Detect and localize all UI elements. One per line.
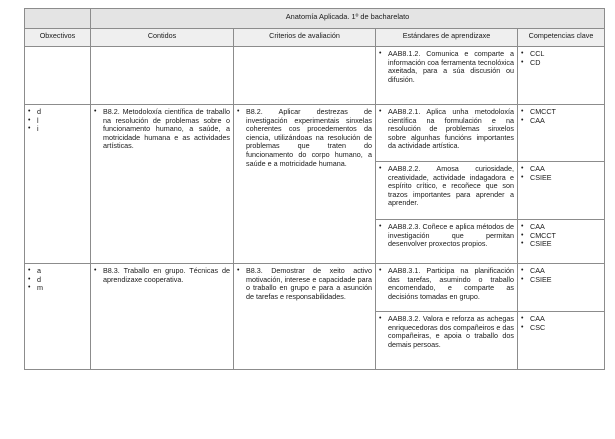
competencias-cell bbox=[518, 220, 605, 264]
competencia-item: • CSC bbox=[521, 324, 601, 333]
header-contidos: Contidos bbox=[91, 29, 234, 47]
obxectivo-item: • i bbox=[28, 125, 87, 134]
competencia-item: • CSIEE bbox=[521, 240, 601, 249]
header-competencias: Competencias clave bbox=[518, 29, 605, 47]
obxectivos-cell bbox=[25, 47, 91, 105]
contido-text: • B8.3. Traballo en grupo. Técnicas de aprendizaxe cooperativa. bbox=[94, 267, 230, 284]
estandar-text: • AAB8.2.2. Amosa curiosidade, creatividade, actividade indagadora e espírito crítico, e recoñece que son trazos importantes para aprender a aprender. bbox=[379, 165, 514, 208]
competencia-item: • CMCCT bbox=[521, 108, 601, 117]
estandar-text: • AAB8.3.2. Valora e reforza as achegas enriquecedoras dos compañeiros e das compañeiras, e apoia o traballo dos demais persoas. bbox=[379, 315, 514, 349]
obxectivo-item: • a bbox=[28, 267, 87, 276]
estandar-text: • AAB8.1.2. Comunica e comparte a información coa ferramenta tecnolóxica axeitada, para a súa discusión ou difusión. bbox=[379, 50, 514, 84]
header-estandares: Estándares de aprendizaxe bbox=[376, 29, 518, 47]
competencias-cell bbox=[518, 47, 605, 105]
estandar-text: • AAB8.3.1. Participa na planificación das tarefas, asumindo o traballo encomendado, e comparte as decisións tomadas en grupo. bbox=[379, 267, 514, 301]
estandar-text: • AAB8.2.1. Aplica unha metodoloxía científica na formulación e na resolución de problemas sinxelos sobre algunhas funcións importantes da actividade artística. bbox=[379, 108, 514, 151]
estandar-cell bbox=[376, 47, 518, 105]
table-row bbox=[25, 47, 605, 105]
obxectivo-item: • d bbox=[28, 276, 87, 285]
table-title-row bbox=[25, 9, 605, 29]
contido-cell bbox=[91, 47, 234, 105]
criterio-text: • B8.2. Aplicar destrezas de investigación experimentais sinxelas coherentes cos procedementos da ciencia, utilizándoas na resolución de problemas que traten do funcionamento do corpo humano, a saúde e a motricidade humana. bbox=[237, 108, 372, 168]
competencia-item: • CMCCT bbox=[521, 232, 601, 241]
contido-text: • B8.2. Metodoloxía científica de traballo na resolución de problemas sobre o funcionamento humano, a saúde, a motricidade humana e as actividades artísticas. bbox=[94, 108, 230, 151]
competencia-item: • CAA bbox=[521, 223, 601, 232]
table-row bbox=[25, 105, 605, 162]
estandar-text: • AAB8.2.3. Coñece e aplica métodos de investigación que permitan desenvolver proxectos propios. bbox=[379, 223, 514, 249]
table-header-row bbox=[25, 29, 605, 47]
obxectivos-cell bbox=[25, 105, 91, 264]
competencia-item: • CAA bbox=[521, 315, 601, 324]
estandar-cell bbox=[376, 312, 518, 370]
estandar-cell bbox=[376, 264, 518, 312]
obxectivo-item: • m bbox=[28, 284, 87, 293]
competencia-item: • CSIEE bbox=[521, 174, 601, 183]
header-criterios: Criterios de avaliación bbox=[234, 29, 376, 47]
competencias-cell bbox=[518, 162, 605, 220]
competencias-cell bbox=[518, 105, 605, 162]
table-title: Anatomía Aplicada. 1º de bacharelato bbox=[91, 9, 605, 29]
competencia-item: • CAA bbox=[521, 165, 601, 174]
competencia-item: • CAA bbox=[521, 117, 601, 126]
curriculum-table bbox=[24, 8, 605, 370]
title-blank-cell bbox=[25, 9, 91, 29]
criterio-cell bbox=[234, 47, 376, 105]
criterio-text: • B8.3. Demostrar de xeito activo motivación, interese e capacidade para o traballo en grupo e para a asunción de tarefas e responsabilidades. bbox=[237, 267, 372, 301]
competencia-item: • CD bbox=[521, 59, 601, 68]
competencias-cell bbox=[518, 312, 605, 370]
criterio-cell bbox=[234, 264, 376, 370]
header-obxectivos: Obxectivos bbox=[25, 29, 91, 47]
competencia-item: • CCL bbox=[521, 50, 601, 59]
estandar-cell bbox=[376, 220, 518, 264]
competencia-item: • CSIEE bbox=[521, 276, 601, 285]
obxectivo-item: • l bbox=[28, 117, 87, 126]
estandar-cell bbox=[376, 105, 518, 162]
competencia-item: • CAA bbox=[521, 267, 601, 276]
obxectivos-cell bbox=[25, 264, 91, 370]
estandar-cell bbox=[376, 162, 518, 220]
contido-cell bbox=[91, 105, 234, 264]
contido-cell bbox=[91, 264, 234, 370]
table-row bbox=[25, 264, 605, 312]
obxectivo-item: • d bbox=[28, 108, 87, 117]
criterio-cell bbox=[234, 105, 376, 264]
competencias-cell bbox=[518, 264, 605, 312]
